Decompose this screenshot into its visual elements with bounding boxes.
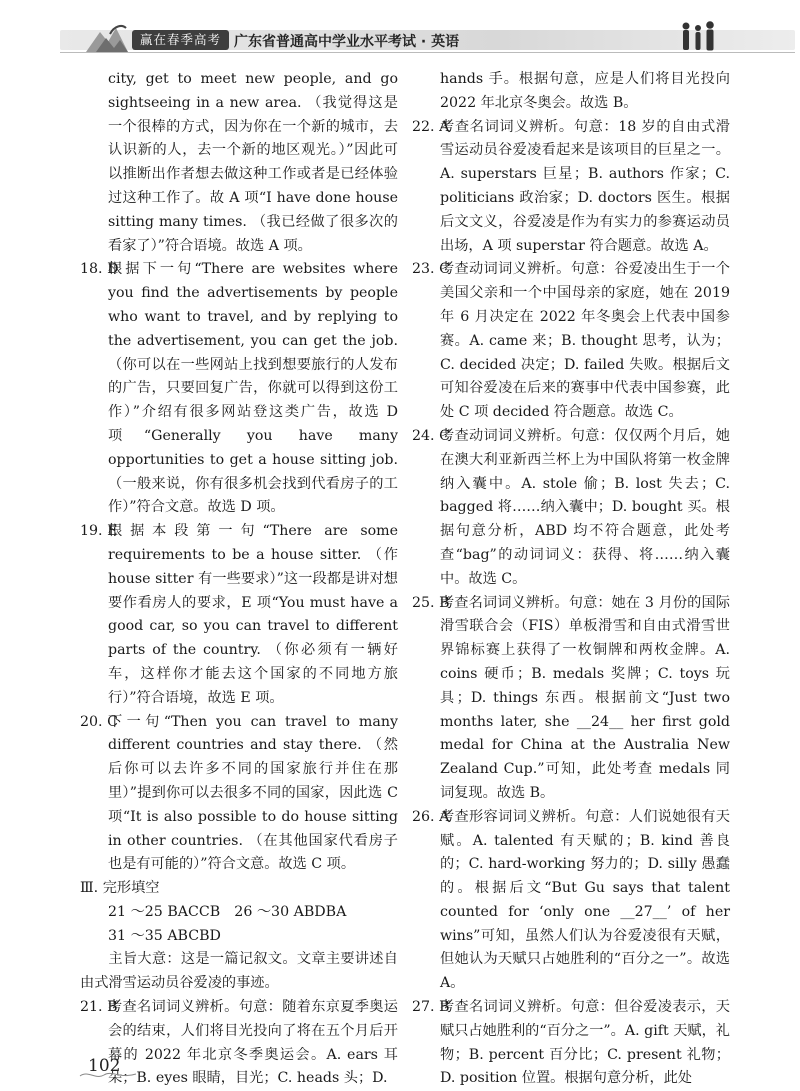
right-column [412, 68, 730, 1091]
summary-paragraph: 主旨大意：这是一篇记叙文。文章主要讲述自由式滑雪运动员谷爱凌的事迹。 [80, 951, 398, 992]
answer-number: 20. C [80, 713, 118, 730]
answer-explanation: 根据下一句“There are websites where you find the advertisements by people who want to travel, and by replying to the advertisement, you can get the job. （你可以在一些网站上找到想要旅行的人发布的广告，只要回复广告，你就可以得到这份工作）”介绍有很多网站登这类广告，故选 D 项“Generally you have many opportunities to get a house sitting job. （一般来说，你有很多机会找到代看房子的工作）”符合文意。故选 D 项。 [108, 261, 398, 516]
answer-number: 19. E [80, 523, 118, 540]
answer-item-22 [412, 116, 730, 259]
answer-number: 18. D [80, 261, 119, 278]
answer-item-19 [80, 520, 398, 710]
people-silhouette-icon [676, 20, 720, 52]
header-title: 广东省普通高中学业水平考试 · 英语 [234, 34, 460, 50]
answer-item-20 [80, 711, 398, 878]
answer-number: 23. C [412, 261, 450, 278]
answer-item-24 [412, 425, 730, 592]
section-title: Ⅲ. 完形填空 [80, 880, 160, 897]
answer-item-26 [412, 806, 730, 996]
answer-explanation: 根据本段第一句“There are some requirements to be a house sitter. （作 house sitter 有一些要求）”这一段都是讲对想要作看房人的要求，E 项“You must have a good car, so you can travel to different parts of the country. （你必须有一辆好车，这样你才能去这个国家的不同地方旅行）”符合语境，故选 E 项。 [108, 523, 398, 706]
answer-explanation: 考查动词词义辨析。句意：谷爱凌出生于一个美国父亲和一个中国母亲的家庭，她在 2019 年 6 月决定在 2022 年冬奥会上代表中国参赛。A. came 来；B. thought 思考，认为；C. decided 决定；D. failed 失败。根据后文可知谷爱凌在后来的赛事中代表中国参赛，此处 C 项 decided 符合题意。故选 C。 [440, 261, 730, 421]
answer-key-line: 31 ～35 ABCBD [108, 927, 221, 944]
answer-number: 21. B [80, 999, 118, 1016]
answer-explanation: 考查形容词词义辨析。句意：人们说她很有天赋。A. talented 有天赋的；B. kind 善良的；C. hard-working 努力的；D. silly 愚蠢的。根据后文“But Gu says that talent counted for ‘only one __27__’ of her wins”可知，虽然人们认为谷爱凌很有天赋，但她认为天赋只占她胜利的“百分之一”。故选 A。 [440, 808, 730, 992]
answer-key-line: 21 ～25 BACCB 26 ～30 ABDBA [108, 903, 347, 920]
answer-explanation: 考查名词词义辨析。句意：但谷爱凌表示，天赋只占她胜利的“百分之一”。A. gift 天赋，礼物；B. percent 百分比；C. present 礼物；D. position 位置。根据句意分析，此处 [440, 999, 730, 1087]
answer-item-23 [412, 258, 730, 425]
answer-explanation: 下一句“Then you can travel to many different countries and stay there. （然后你可以去许多不同的国家旅行并住在那里）”提到你可以去很多不同的国家，因此选 C 项“It is also possible to do house sitting in other countries. （在其他国家代看房子也是有可能的）”符合文意。故选 C 项。 [108, 713, 398, 873]
answer-item-27 [412, 996, 730, 1091]
answer-number: 26. A [412, 808, 450, 825]
answer-number: 24. C [412, 427, 450, 444]
continued-paragraph: city, get to meet new people, and go sightseeing in a new area. （我觉得这是一个很棒的方式，因为你在一个新的城市，去认识新的人，去一个新的地区观光。）”因此可以推断出作者想去做这种工作或者是已经体验过这种工作了。故 A 项“I have done house sitting many times. （我已经做了很多次的看家了）”符合语境。故选 A 项。 [108, 71, 398, 254]
page-header [0, 0, 800, 62]
answer-item-18 [80, 258, 398, 520]
answer-item-25 [412, 592, 730, 806]
header-rule [60, 52, 795, 53]
answer-explanation: 考查名词词义辨析。句意：18 岁的自由式滑雪运动员谷爱凌看起来是该项目的巨星之一。A. superstars 巨星；B. authors 作家；C. politicians 政治家；D. doctors 医生。根据后文文义，谷爱凌是作为有实力的参赛运动员出场，A 项 superstar 符合题意。故选 A。 [440, 118, 730, 254]
answer-number: 25. B [412, 594, 450, 611]
answer-number: 22. A [412, 118, 450, 135]
answer-explanation: 考查名词词义辨析。句意：随着东京夏季奥运会的结束，人们将目光投向了将在五个月后开幕的 2022 年北京冬季奥运会。A. ears 耳朵；B. eyes 眼睛，目光；C. heads 头；D. [108, 999, 398, 1087]
answer-explanation: 考查名词词义辨析。句意：她在 3 月份的国际滑雪联合会（FIS）单板滑雪和自由式滑雪世界锦标赛上获得了一枚铜牌和两枚金牌。A. coins 硬币；B. medals 奖牌；C. toys 玩具；D. things 东西。根据前文“Just two months later, she __24__ her first gold medal for China at the Australia New Zealand Cup.”可知，此处考查 medals 同词复现。故选 B。 [440, 594, 730, 801]
series-badge: 赢在春季高考 [132, 30, 229, 50]
continued-paragraph: hands 手。根据句意，应是人们将目光投向 2022 年北京冬奥会。故选 B。 [440, 71, 730, 111]
footer-flourish-icon [78, 1070, 138, 1080]
answer-explanation: 考查动词词义辨析。句意：仅仅两个月后，她在澳大利亚新西兰杯上为中国队将第一枚金牌纳入囊中。A. stole 偷；B. lost 失去；C. bagged 将……纳入囊中；D. bought 买。根据句意分析，ABD 均不符合题意，此处考查“bag”的动词词义：获得、将……纳入囊中。故选 C。 [440, 427, 730, 587]
answer-number: 27. B [412, 999, 450, 1016]
page-number: 102 [88, 1056, 121, 1076]
left-column [80, 68, 398, 1091]
